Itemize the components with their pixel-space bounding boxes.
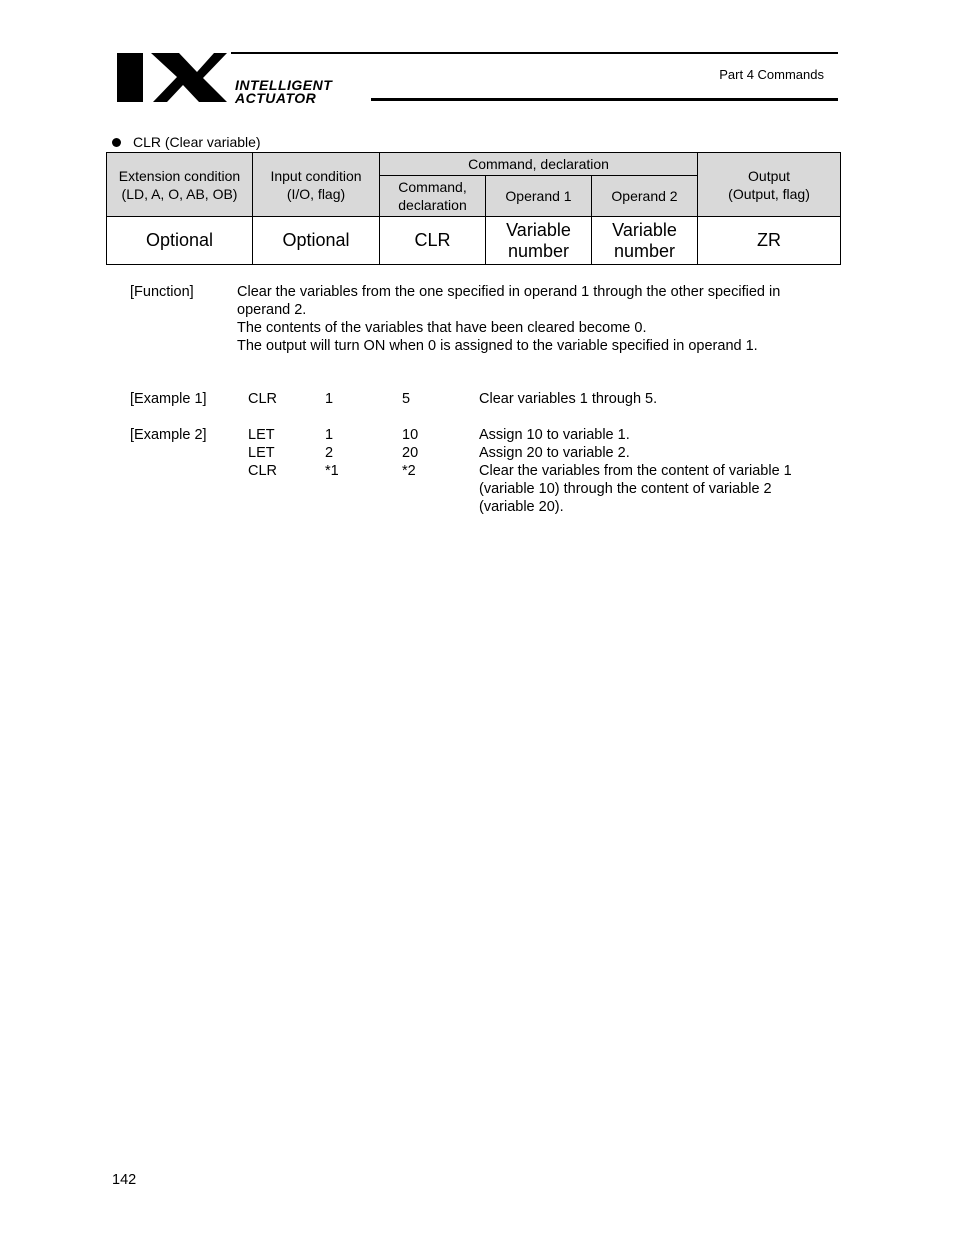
header-command-declaration: Command, declaration xyxy=(380,176,486,217)
example2-row3-op2: *2 xyxy=(402,463,416,479)
brand-line2: ACTUATOR xyxy=(235,90,317,106)
header-operand1: Operand 1 xyxy=(486,176,592,217)
example2-row2-op1: 2 xyxy=(325,445,334,461)
function-line2: operand 2. xyxy=(237,302,307,318)
header-input-condition: Input condition (I/O, flag) xyxy=(253,153,380,217)
cell-operand1: Variable number xyxy=(486,217,592,265)
page-number: 142 xyxy=(112,1172,137,1188)
function-line4: The output will turn ON when 0 is assigned to the variable specified in operand 1. xyxy=(237,338,758,354)
function-line1: Clear the variables from the one specified in operand 1 through the other specified in xyxy=(237,284,781,300)
header-operand2: Operand 2 xyxy=(592,176,698,217)
example2-row1-cmd: LET xyxy=(248,427,275,443)
example1-desc: Clear variables 1 through 5. xyxy=(479,391,658,407)
example2-row2-cmd: LET xyxy=(248,445,275,461)
header-command-group: Command, declaration xyxy=(380,153,698,176)
header-extension-condition: Extension condition (LD, A, O, AB, OB) xyxy=(107,153,253,217)
example2-row3-desc-line2: (variable 10) through the content of variable 2 xyxy=(479,481,772,497)
header-rule-bottom xyxy=(371,98,838,101)
example2-row3-cmd: CLR xyxy=(248,463,278,479)
example2-row3-desc-line3: (variable 20). xyxy=(479,499,564,515)
header-output: Output (Output, flag) xyxy=(698,153,841,217)
example1-cmd: CLR xyxy=(248,391,278,407)
example2-row1-op1: 1 xyxy=(325,427,334,443)
example2-row1-op2: 10 xyxy=(402,427,419,443)
section-title: CLR (Clear variable) xyxy=(133,134,261,150)
example1-op1: 1 xyxy=(325,391,334,407)
function-label: [Function] xyxy=(130,284,194,300)
brand-line1: INTELLIGENT xyxy=(235,77,333,93)
example1-label: [Example 1] xyxy=(130,391,207,407)
cell-input: Optional xyxy=(253,217,380,265)
example2-row1-desc: Assign 10 to variable 1. xyxy=(479,427,630,443)
example2-row3-op1: *1 xyxy=(325,463,339,479)
bullet-icon xyxy=(112,138,121,147)
command-table xyxy=(106,152,841,265)
cell-operand2: Variable number xyxy=(592,217,698,265)
cell-extension: Optional xyxy=(107,217,253,265)
intelligent-actuator-logo xyxy=(113,50,398,106)
example1-op2: 5 xyxy=(402,391,411,407)
example2-row3-desc-line1: Clear the variables from the content of variable 1 xyxy=(479,463,792,479)
part-label: Part 4 Commands xyxy=(719,67,824,82)
cell-command: CLR xyxy=(380,217,486,265)
function-line3: The contents of the variables that have been cleared become 0. xyxy=(237,320,647,336)
header-rule-top xyxy=(231,52,838,54)
example2-row2-desc: Assign 20 to variable 2. xyxy=(479,445,630,461)
cell-output: ZR xyxy=(698,217,841,265)
example2-label: [Example 2] xyxy=(130,427,207,443)
example2-row2-op2: 20 xyxy=(402,445,419,461)
